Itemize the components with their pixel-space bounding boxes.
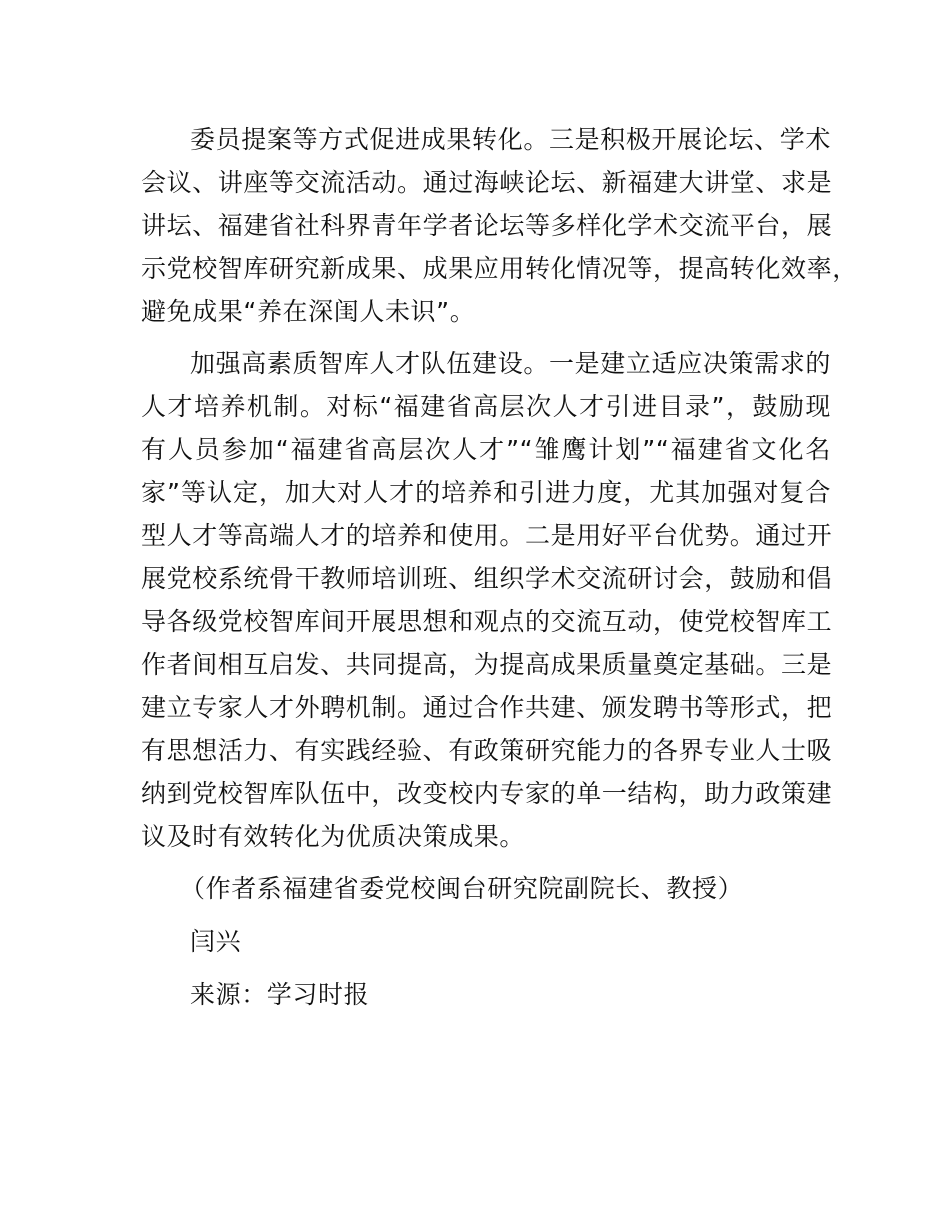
text-line: 纳到党校智库队伍中，改变校内专家的单一结构，助力政策建	[141, 779, 833, 808]
text-line: 议及时有效转化为优质决策成果。	[141, 822, 526, 851]
text-line: 有思想活力、有实践经验、有政策研究能力的各界专业人士吸	[141, 736, 833, 765]
text-line: 导各级党校智库间开展思想和观点的交流互动，使党校智库工	[141, 607, 833, 636]
text-line: 避免成果“养在深闺人未识”。	[141, 297, 476, 326]
source-line: 来源：学习时报	[190, 980, 370, 1009]
text-line: 建立专家人才外聘机制。通过合作共建、颁发聘书等形式，把	[141, 693, 833, 722]
author-note: （作者系福建省委党校闽台研究院副院长、教授）	[180, 874, 744, 903]
text-line: 展党校系统骨干教师培训班、组织学术交流研讨会，鼓励和倡	[141, 564, 833, 593]
text-line: 委员提案等方式促进成果转化。三是积极开展论坛、学术	[190, 125, 831, 154]
text-line: 型人才等高端人才的培养和使用。二是用好平台优势。通过开	[141, 521, 833, 550]
text-line: 作者间相互启发、共同提高，为提高成果质量奠定基础。三是	[141, 650, 833, 679]
text-line: 会议、讲座等交流活动。通过海峡论坛、新福建大讲堂、求是	[141, 168, 833, 197]
text-line: 示党校智库研究新成果、成果应用转化情况等，提高转化效率，	[141, 254, 858, 283]
text-line: 家”等认定，加大对人才的培养和引进力度，尤其加强对复合	[141, 478, 831, 507]
text-line: 讲坛、福建省社科界青年学者论坛等多样化学术交流平台，展	[141, 211, 833, 240]
text-line: 有人员参加“福建省高层次人才”“雏鹰计划”“福建省文化名	[141, 435, 831, 464]
text-line: 人才培养机制。对标“福建省高层次人才引进目录”，鼓励现	[141, 392, 831, 421]
text-line: 加强高素质智库人才队伍建设。一是建立适应决策需求的	[190, 349, 831, 378]
author-name: 闫兴	[190, 927, 242, 956]
